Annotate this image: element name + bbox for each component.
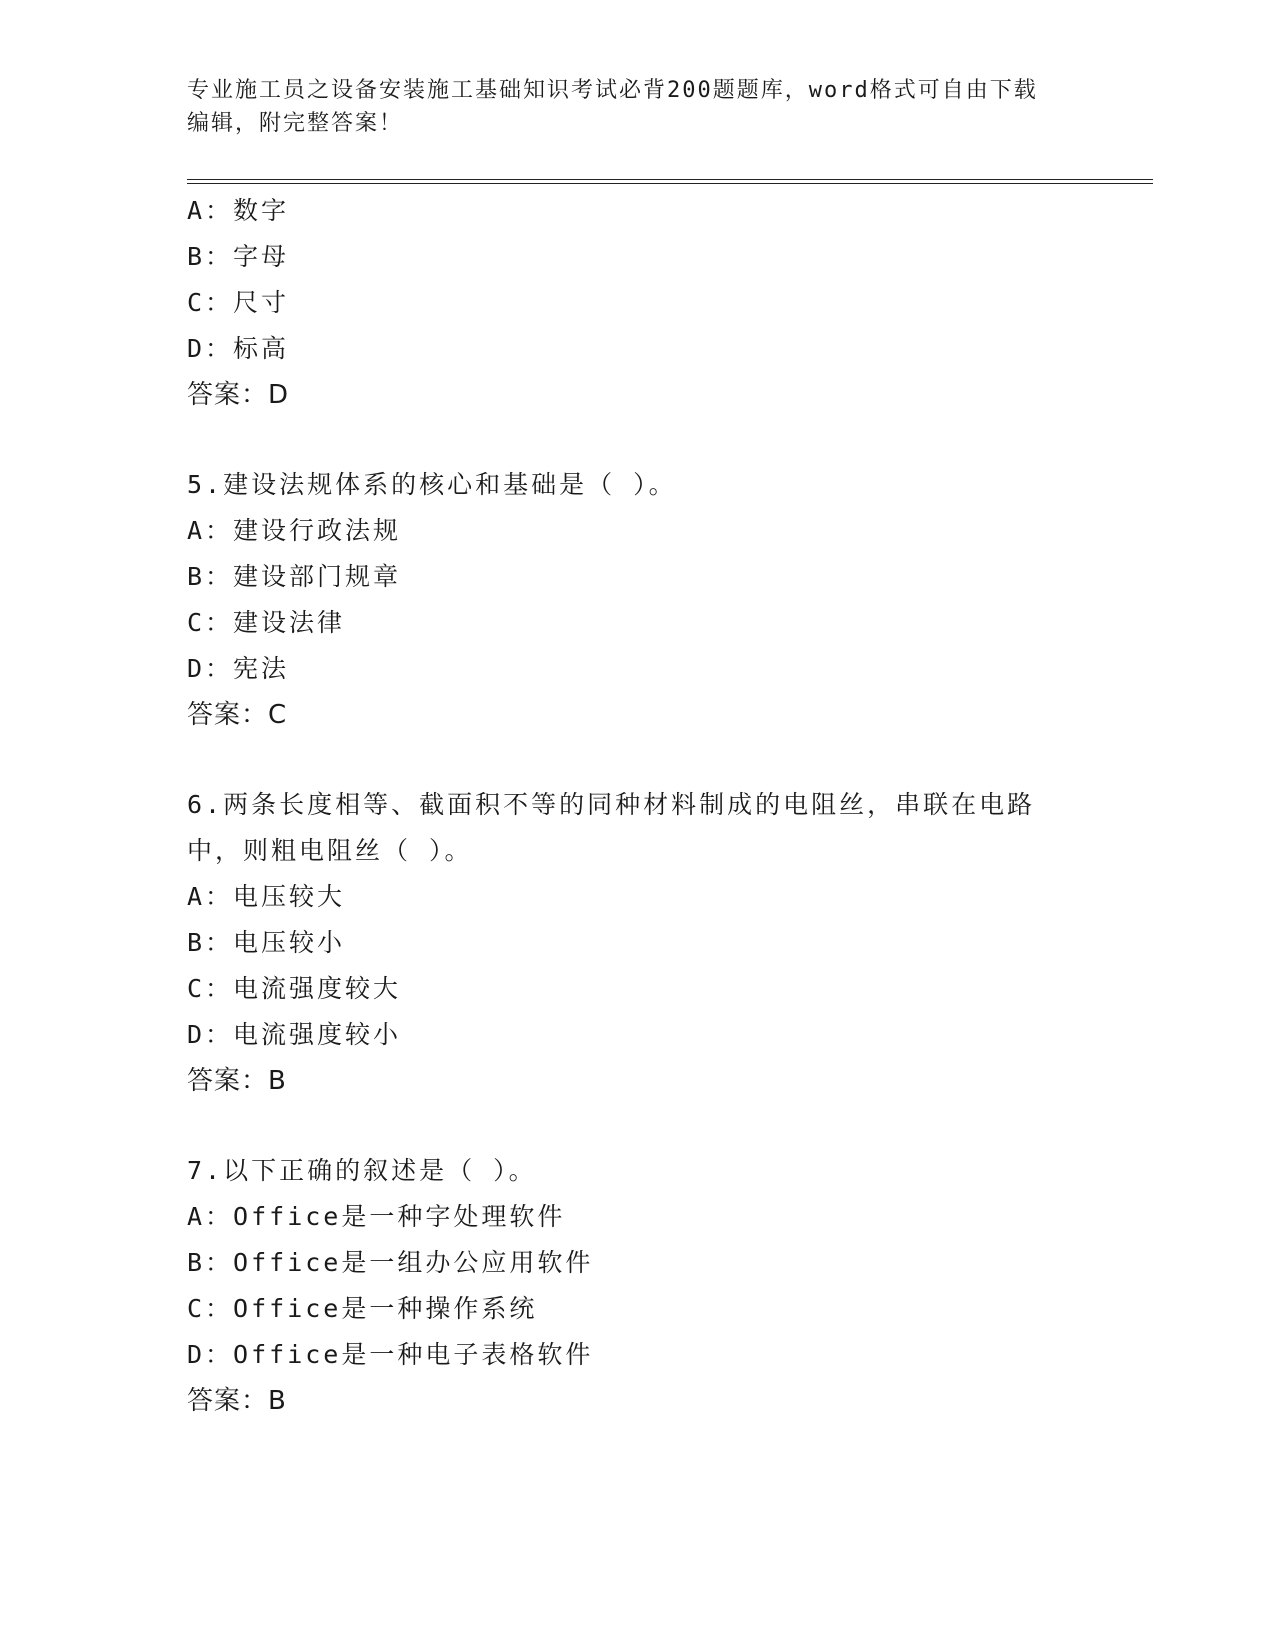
header-divider-top <box>187 179 1153 180</box>
answer-line: 答案：C <box>187 700 288 730</box>
option-b: B：Office是一组办公应用软件 <box>187 1248 594 1277</box>
document-body <box>187 188 1087 1424</box>
header-title-line-1: 专业施工员之设备安装施工基础知识考试必背200题题库，word格式可自由下载 <box>187 78 1038 103</box>
document-header <box>187 74 1067 140</box>
header-title-line-2: 编辑，附完整答案！ <box>187 111 404 136</box>
question-block-7 <box>187 1148 1087 1424</box>
header-divider-bottom <box>187 183 1153 184</box>
option-c: C：电流强度较大 <box>187 974 402 1003</box>
option-d: D：宪法 <box>187 654 290 683</box>
question-stem-line-1: 6.两条长度相等、截面积不等的同种材料制成的电阻丝，串联在电路 <box>187 790 1036 819</box>
answer-line: 答案：B <box>187 1066 287 1096</box>
option-c: C：Office是一种操作系统 <box>187 1294 538 1323</box>
option-d: D：标高 <box>187 334 290 363</box>
option-a: A：电压较大 <box>187 882 346 911</box>
question-stem-line-2: 中，则粗电阻丝（ ）。 <box>187 836 473 865</box>
option-b: B：建设部门规章 <box>187 562 402 591</box>
spacer <box>187 1104 1087 1148</box>
answer-line: 答案：B <box>187 1386 287 1416</box>
spacer <box>187 738 1087 782</box>
option-b: B：电压较小 <box>187 928 346 957</box>
question-block-6 <box>187 782 1087 1104</box>
option-a: A：Office是一种字处理软件 <box>187 1202 566 1231</box>
question-stem: 7.以下正确的叙述是（ ）。 <box>187 1156 537 1185</box>
option-d: D：电流强度较小 <box>187 1020 402 1049</box>
spacer <box>187 418 1087 462</box>
option-d: D：Office是一种电子表格软件 <box>187 1340 594 1369</box>
option-a: A：数字 <box>187 196 290 225</box>
option-c: C：尺寸 <box>187 288 290 317</box>
question-block-5 <box>187 462 1087 738</box>
question-block-4 <box>187 188 1087 418</box>
answer-line: 答案：D <box>187 380 290 410</box>
option-a: A：建设行政法规 <box>187 516 402 545</box>
question-stem: 5.建设法规体系的核心和基础是（ ）。 <box>187 470 677 499</box>
option-b: B：字母 <box>187 242 290 271</box>
option-c: C：建设法律 <box>187 608 346 637</box>
